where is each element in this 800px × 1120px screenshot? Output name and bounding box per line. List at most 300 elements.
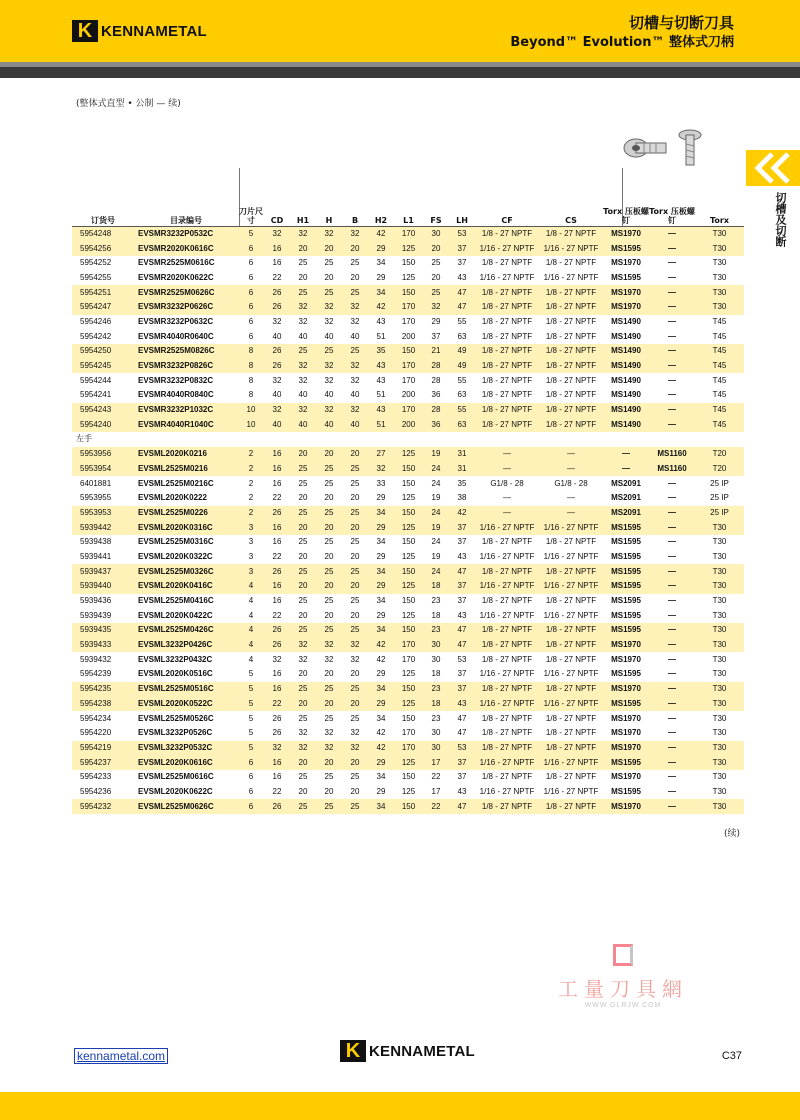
cell-h2: 42 [376, 728, 386, 738]
cell-insert-size: 2 [238, 506, 264, 521]
cell-insert-size: 6 [238, 300, 264, 315]
cell-cf: 1/8 - 27 NPTF [481, 258, 533, 268]
cell-torx-clamp-screw: MS1970 [603, 741, 649, 756]
cell-fs: 17 [423, 755, 449, 770]
cell-h: 32 [324, 316, 334, 326]
cell-l1: 170 [401, 728, 416, 738]
cell-cs: 1/8 - 27 NPTF [545, 375, 597, 385]
cell-torx-clamp-screw: — [603, 447, 649, 462]
cell-h: 20 [324, 551, 334, 561]
cell-torx-clamp-screw-2: — [668, 493, 676, 503]
cell-fs: 24 [423, 506, 449, 521]
cell-cs: 1/8 - 27 NPTF [545, 713, 597, 723]
cell-order-no: 5954244 [80, 375, 112, 385]
cell-torx-clamp-screw-2: — [668, 772, 676, 782]
cell-l1: 150 [394, 564, 423, 579]
table-row [72, 300, 744, 315]
cell-cs: 1/8 - 27 NPTF [545, 772, 597, 782]
cell-order-no: 5954239 [80, 669, 112, 679]
cell-fs: 23 [423, 682, 449, 697]
cell-catalog-no: EVSML3232P0426C [134, 638, 238, 653]
table-row [72, 726, 744, 741]
cell-h: 40 [324, 331, 334, 341]
cell-h1: 20 [298, 786, 308, 796]
cell-h1: 25 [290, 564, 316, 579]
cell-h2: 34 [376, 537, 386, 547]
cell-h2: 27 [368, 447, 394, 462]
cell-h1: 40 [290, 417, 316, 432]
cell-catalog-no: EVSML2020K0622C [138, 786, 213, 796]
cell-h: 20 [324, 786, 334, 796]
cell-torx-clamp-screw: MS1595 [611, 272, 641, 282]
cell-b: 20 [350, 669, 360, 679]
table-row [72, 462, 744, 477]
cell-b: 20 [350, 786, 360, 796]
cell-lh: 37 [449, 755, 475, 770]
table-row [72, 785, 744, 800]
cell-order-no: 5954232 [72, 799, 134, 814]
cell-torx: T30 [695, 300, 744, 315]
cell-h: 20 [324, 610, 334, 620]
cell-insert-size: 5 [238, 682, 264, 697]
cell-h1: 32 [298, 316, 308, 326]
cell-catalog-no: EVSMR3232P0832C [138, 375, 214, 385]
cell-fs: 24 [431, 478, 441, 488]
cell-torx-clamp-screw-2: — [649, 403, 695, 418]
cell-cf: 1/8 - 27 NPTF [475, 417, 539, 432]
cell-fs: 19 [423, 447, 449, 462]
cell-lh: 37 [457, 537, 467, 547]
cell-l1: 150 [394, 462, 423, 477]
cell-l1: 170 [401, 316, 416, 326]
cell-torx-clamp-screw: MS1970 [603, 799, 649, 814]
cell-h1: 20 [298, 272, 308, 282]
cell-catalog-no: EVSML2020K0416C [134, 579, 238, 594]
table-row [72, 697, 744, 712]
cell-torx-clamp-screw-2: — [668, 713, 676, 723]
cell-torx-clamp-screw-2: — [649, 682, 695, 697]
cell-b: 25 [350, 537, 360, 547]
cell-cd: 16 [264, 682, 290, 697]
cell-cf: 1/16 - 27 NPTF [479, 551, 535, 561]
cell-lh: 37 [449, 682, 475, 697]
cell-catalog-no: EVSML2525M0216C [138, 478, 214, 488]
cell-fs: 37 [431, 331, 441, 341]
table-row [72, 388, 744, 403]
cell-l1: 200 [401, 331, 416, 341]
cell-h: 25 [316, 564, 342, 579]
cell-cd: 26 [264, 564, 290, 579]
cell-h: 25 [324, 478, 334, 488]
cell-lh: 63 [449, 417, 475, 432]
cell-b: 25 [350, 772, 360, 782]
cell-l1: 170 [394, 359, 423, 374]
cell-torx-clamp-screw: MS1595 [603, 579, 649, 594]
column-header-fs: FS [423, 207, 449, 227]
cell-cs: 1/16 - 27 NPTF [539, 697, 603, 712]
cell-catalog-no: EVSML2020K0616C [134, 755, 238, 770]
cell-cf: 1/8 - 27 NPTF [475, 564, 539, 579]
cell-h2: 29 [376, 493, 386, 503]
cell-lh: 47 [449, 638, 475, 653]
cell-fs: 23 [431, 596, 441, 606]
cell-torx: T30 [712, 669, 727, 679]
cell-fs: 28 [431, 375, 441, 385]
website-link[interactable]: kennametal.com [74, 1048, 168, 1064]
brand-wordmark: KENNAMETAL [101, 22, 207, 40]
cell-lh: 31 [449, 462, 475, 477]
cell-l1: 150 [394, 344, 423, 359]
cell-order-no: 5939442 [72, 520, 134, 535]
cell-h1: 25 [290, 462, 316, 477]
cell-l1: 170 [394, 403, 423, 418]
cell-cd: 16 [264, 520, 290, 535]
cell-insert-size: 10 [238, 403, 264, 418]
cell-b: 25 [342, 799, 368, 814]
cell-h1: 25 [290, 799, 316, 814]
cell-torx-clamp-screw: MS1970 [603, 227, 649, 242]
cell-h1: 25 [290, 285, 316, 300]
cell-torx-clamp-screw: MS1490 [603, 359, 649, 374]
cell-insert-size: 3 [248, 551, 254, 561]
cell-insert-size: 4 [238, 579, 264, 594]
cell-torx-clamp-screw-2: — [668, 390, 676, 400]
cell-lh: 53 [449, 227, 475, 242]
cell-fs: 22 [423, 799, 449, 814]
watermark-url: WWW.GLRJW.COM [584, 1002, 662, 1009]
cell-b: 32 [350, 375, 360, 385]
cell-l1: 125 [401, 551, 416, 561]
cell-lh: 55 [457, 375, 467, 385]
cell-b: 32 [342, 227, 368, 242]
cell-cd: 32 [272, 654, 282, 664]
cell-l1: 150 [401, 713, 416, 723]
cell-torx-clamp-screw: MS1595 [611, 786, 641, 796]
cell-order-no: 5954241 [80, 390, 112, 400]
cell-torx: T45 [712, 375, 727, 385]
cell-l1: 125 [394, 697, 423, 712]
column-header-h1: H1 [290, 207, 316, 227]
torx-screw-icon [620, 128, 710, 176]
cell-fs: 28 [423, 359, 449, 374]
column-header-torx-clamp-screw-2: Torx 压板螺钉 [649, 207, 695, 225]
cell-h: 25 [316, 682, 342, 697]
cell-lh: 43 [457, 786, 467, 796]
table-row [72, 755, 744, 770]
cell-h: 20 [324, 493, 334, 503]
cell-order-no: 5954248 [72, 227, 134, 242]
cell-h: 25 [316, 462, 342, 477]
column-header-catalog-no: 目录编号 [134, 207, 238, 227]
kennametal-logo-header [72, 20, 207, 42]
cell-torx-clamp-screw: MS1490 [611, 375, 641, 385]
cell-h2: 43 [368, 359, 394, 374]
cell-cf: 1/8 - 27 NPTF [481, 654, 533, 664]
cell-h1: 20 [298, 610, 308, 620]
cell-h: 20 [324, 669, 334, 679]
cell-torx-clamp-screw: MS1970 [603, 638, 649, 653]
cell-torx-clamp-screw-2: — [649, 520, 695, 535]
cell-h: 40 [316, 417, 342, 432]
cell-l1: 170 [401, 375, 416, 385]
cell-h2: 29 [368, 579, 394, 594]
section-subtitle: (整体式直型 • 公制 — 续) [76, 99, 181, 109]
cell-catalog-no: EVSML2020K0516C [138, 669, 213, 679]
cell-b: 20 [342, 447, 368, 462]
watermark-text: 工量刀具網 [558, 977, 688, 1001]
cell-b: 20 [342, 520, 368, 535]
cell-insert-size: 2 [238, 447, 264, 462]
table-row [72, 227, 744, 242]
cell-h2: 51 [368, 417, 394, 432]
cell-h2: 43 [376, 375, 386, 385]
cell-lh: 37 [457, 596, 467, 606]
cell-insert-size: 2 [238, 462, 264, 477]
cell-cd: 26 [264, 344, 290, 359]
cell-h1: 32 [290, 638, 316, 653]
cell-fs: 18 [423, 579, 449, 594]
cell-fs: 32 [423, 300, 449, 315]
cell-torx-clamp-screw: MS1970 [611, 713, 641, 723]
cell-torx: 25 IP [710, 493, 729, 503]
cell-catalog-no: EVSML2525M0616C [138, 772, 214, 782]
cell-order-no: 5954240 [72, 417, 134, 432]
cell-h2: 34 [368, 506, 394, 521]
cell-l1: 150 [401, 772, 416, 782]
table-row [72, 579, 744, 594]
cell-torx-clamp-screw-2: — [668, 258, 676, 268]
cell-cs: 1/8 - 27 NPTF [545, 258, 597, 268]
table-row [72, 535, 744, 550]
cell-torx-clamp-screw-2: — [668, 596, 676, 606]
cell-cs: 1/16 - 27 NPTF [543, 610, 599, 620]
page-number: C37 [721, 1050, 742, 1062]
cell-torx-clamp-screw-2: — [649, 755, 695, 770]
cell-catalog-no: EVSML2020K0216 [134, 447, 238, 462]
cell-torx-clamp-screw-2: — [649, 417, 695, 432]
table-row [72, 241, 744, 256]
cell-lh: 49 [449, 344, 475, 359]
cell-cd: 26 [272, 728, 282, 738]
cell-cd: 22 [272, 493, 282, 503]
cell-cs: 1/16 - 27 NPTF [539, 579, 603, 594]
cell-order-no: 5953954 [72, 462, 134, 477]
cell-cf: 1/8 - 27 NPTF [475, 682, 539, 697]
cell-order-no: 5954234 [80, 713, 112, 723]
cell-torx-clamp-screw: MS1595 [611, 551, 641, 561]
cell-catalog-no: EVSML2525M0216 [134, 462, 238, 477]
cell-h2: 34 [376, 258, 386, 268]
cell-torx: T30 [695, 520, 744, 535]
cell-cd: 26 [272, 713, 282, 723]
cell-lh: 47 [449, 564, 475, 579]
cell-torx-clamp-screw: MS1595 [603, 755, 649, 770]
cell-torx-clamp-screw-2: — [649, 285, 695, 300]
cell-cd: 16 [264, 241, 290, 256]
cell-torx-clamp-screw: MS2091 [603, 506, 649, 521]
cell-b: 32 [342, 638, 368, 653]
cell-torx-clamp-screw: MS1490 [611, 390, 641, 400]
cell-cs: 1/8 - 27 NPTF [539, 638, 603, 653]
cell-l1: 170 [401, 654, 416, 664]
cell-h: 25 [316, 623, 342, 638]
cell-torx-clamp-screw: MS1490 [611, 331, 641, 341]
cell-l1: 125 [394, 579, 423, 594]
cell-lh: 43 [457, 610, 467, 620]
cell-cd: 22 [272, 551, 282, 561]
cell-b: 25 [342, 623, 368, 638]
cell-torx: T30 [695, 623, 744, 638]
side-tab-label: 切槽及切断 [774, 192, 787, 247]
cell-l1: 150 [401, 478, 416, 488]
cell-cf: 1/8 - 27 NPTF [475, 300, 539, 315]
cell-torx: T20 [695, 462, 744, 477]
cell-torx-clamp-screw-2: — [649, 741, 695, 756]
column-header-torx: Torx [695, 207, 744, 227]
cell-cf: 1/8 - 27 NPTF [475, 285, 539, 300]
cell-h1: 20 [290, 697, 316, 712]
cell-torx: T30 [712, 713, 727, 723]
cell-torx-clamp-screw-2: — [668, 316, 676, 326]
cell-cd: 22 [272, 610, 282, 620]
table-row [72, 594, 744, 609]
cell-torx-clamp-screw-2: — [649, 697, 695, 712]
cell-b: 40 [350, 390, 360, 400]
cell-h1: 20 [298, 551, 308, 561]
cell-b: 20 [350, 272, 360, 282]
cell-h2: 29 [376, 669, 386, 679]
cell-cd: 16 [272, 669, 282, 679]
cell-cf: 1/16 - 27 NPTF [475, 579, 539, 594]
cell-cd: 32 [264, 741, 290, 756]
table-row [72, 564, 744, 579]
cell-cf: 1/16 - 27 NPTF [479, 610, 535, 620]
cell-cf: 1/8 - 27 NPTF [481, 713, 533, 723]
cell-order-no: 5954247 [72, 300, 134, 315]
cell-b: 25 [342, 462, 368, 477]
cell-order-no: 5954246 [80, 316, 112, 326]
cell-cf: 1/8 - 27 NPTF [481, 316, 533, 326]
cell-order-no: 5954252 [80, 258, 112, 268]
cell-cf: 1/8 - 27 NPTF [475, 623, 539, 638]
cell-b: 20 [350, 551, 360, 561]
kennametal-k-icon: K [340, 1040, 366, 1062]
table-row [72, 550, 744, 565]
cell-insert-size: 2 [248, 478, 254, 488]
cell-torx-clamp-screw-2: MS1160 [649, 447, 695, 462]
cell-lh: 43 [449, 697, 475, 712]
cell-h1: 25 [298, 772, 308, 782]
cell-l1: 125 [401, 493, 416, 503]
cell-cs: 1/8 - 27 NPTF [539, 403, 603, 418]
cell-torx-clamp-screw: MS1595 [611, 537, 641, 547]
cell-torx: T45 [695, 417, 744, 432]
cell-fs: 30 [431, 654, 441, 664]
cell-fs: 23 [431, 713, 441, 723]
cell-torx-clamp-screw: MS1970 [611, 772, 641, 782]
cell-cs: 1/8 - 27 NPTF [545, 596, 597, 606]
cell-h2: 43 [368, 403, 394, 418]
cell-lh: 42 [449, 506, 475, 521]
cell-cs: 1/16 - 27 NPTF [539, 755, 603, 770]
cell-lh: 49 [449, 359, 475, 374]
cell-b: 25 [350, 596, 360, 606]
brand-wordmark: KENNAMETAL [369, 1042, 475, 1060]
cell-b: 25 [342, 506, 368, 521]
cell-catalog-no: EVSML3232P0532C [134, 741, 238, 756]
cell-insert-size: 6 [248, 272, 254, 282]
cell-torx-clamp-screw: MS1970 [611, 654, 641, 664]
cell-cd: 26 [264, 506, 290, 521]
cell-order-no: 5954243 [72, 403, 134, 418]
cell-catalog-no: EVSMR4040R0840C [138, 390, 214, 400]
cell-cf: 1/16 - 27 NPTF [475, 241, 539, 256]
cell-lh: 63 [457, 390, 467, 400]
cell-torx-clamp-screw-2: — [668, 272, 676, 282]
table-row [72, 403, 744, 418]
cell-torx: T30 [695, 285, 744, 300]
cell-insert-size: 8 [238, 359, 264, 374]
cell-cs: — [567, 493, 575, 503]
cell-torx: T30 [695, 564, 744, 579]
cell-b: 20 [350, 493, 360, 503]
cell-torx-clamp-screw-2: — [668, 728, 676, 738]
cell-b: 32 [350, 316, 360, 326]
cell-order-no: 5939440 [72, 579, 134, 594]
cell-cs: 1/8 - 27 NPTF [545, 331, 597, 341]
cell-cd: 32 [272, 316, 282, 326]
cell-h1: 25 [298, 478, 308, 488]
cell-l1: 150 [394, 682, 423, 697]
cell-insert-size: 8 [248, 375, 254, 385]
cell-cd: 16 [264, 579, 290, 594]
table-row [72, 344, 744, 359]
cell-cd: 26 [264, 285, 290, 300]
cell-l1: 125 [401, 610, 416, 620]
cell-insert-size: 8 [238, 344, 264, 359]
cell-cf: 1/8 - 27 NPTF [475, 227, 539, 242]
table-row [72, 506, 744, 521]
cell-cd: 32 [264, 403, 290, 418]
cell-cd: 22 [272, 786, 282, 796]
cell-h: 25 [316, 506, 342, 521]
cell-b: 32 [342, 741, 368, 756]
cell-torx-clamp-screw: MS1490 [603, 403, 649, 418]
cell-torx: T30 [712, 610, 727, 620]
cell-cf: G1/8 - 28 [490, 478, 524, 488]
cell-cf: 1/8 - 27 NPTF [475, 344, 539, 359]
cell-lh: 37 [449, 579, 475, 594]
cell-order-no: 5939432 [80, 654, 112, 664]
cell-h1: 25 [298, 713, 308, 723]
cell-h2: 51 [376, 390, 386, 400]
cell-cs: 1/8 - 27 NPTF [539, 564, 603, 579]
cell-cd: 16 [272, 258, 282, 268]
cell-h1: 25 [298, 258, 308, 268]
cell-insert-size: 4 [248, 654, 254, 664]
cell-torx-clamp-screw: MS1490 [611, 316, 641, 326]
cell-b: 25 [342, 564, 368, 579]
cell-torx-clamp-screw-2: — [649, 506, 695, 521]
table-row [72, 447, 744, 462]
table-row [72, 638, 744, 653]
cell-torx: T45 [712, 390, 727, 400]
cell-l1: 125 [394, 755, 423, 770]
cell-insert-size: 8 [248, 390, 254, 400]
cell-h2: 34 [376, 713, 386, 723]
cell-h2: 51 [376, 331, 386, 341]
cell-torx-clamp-screw-2: — [649, 564, 695, 579]
